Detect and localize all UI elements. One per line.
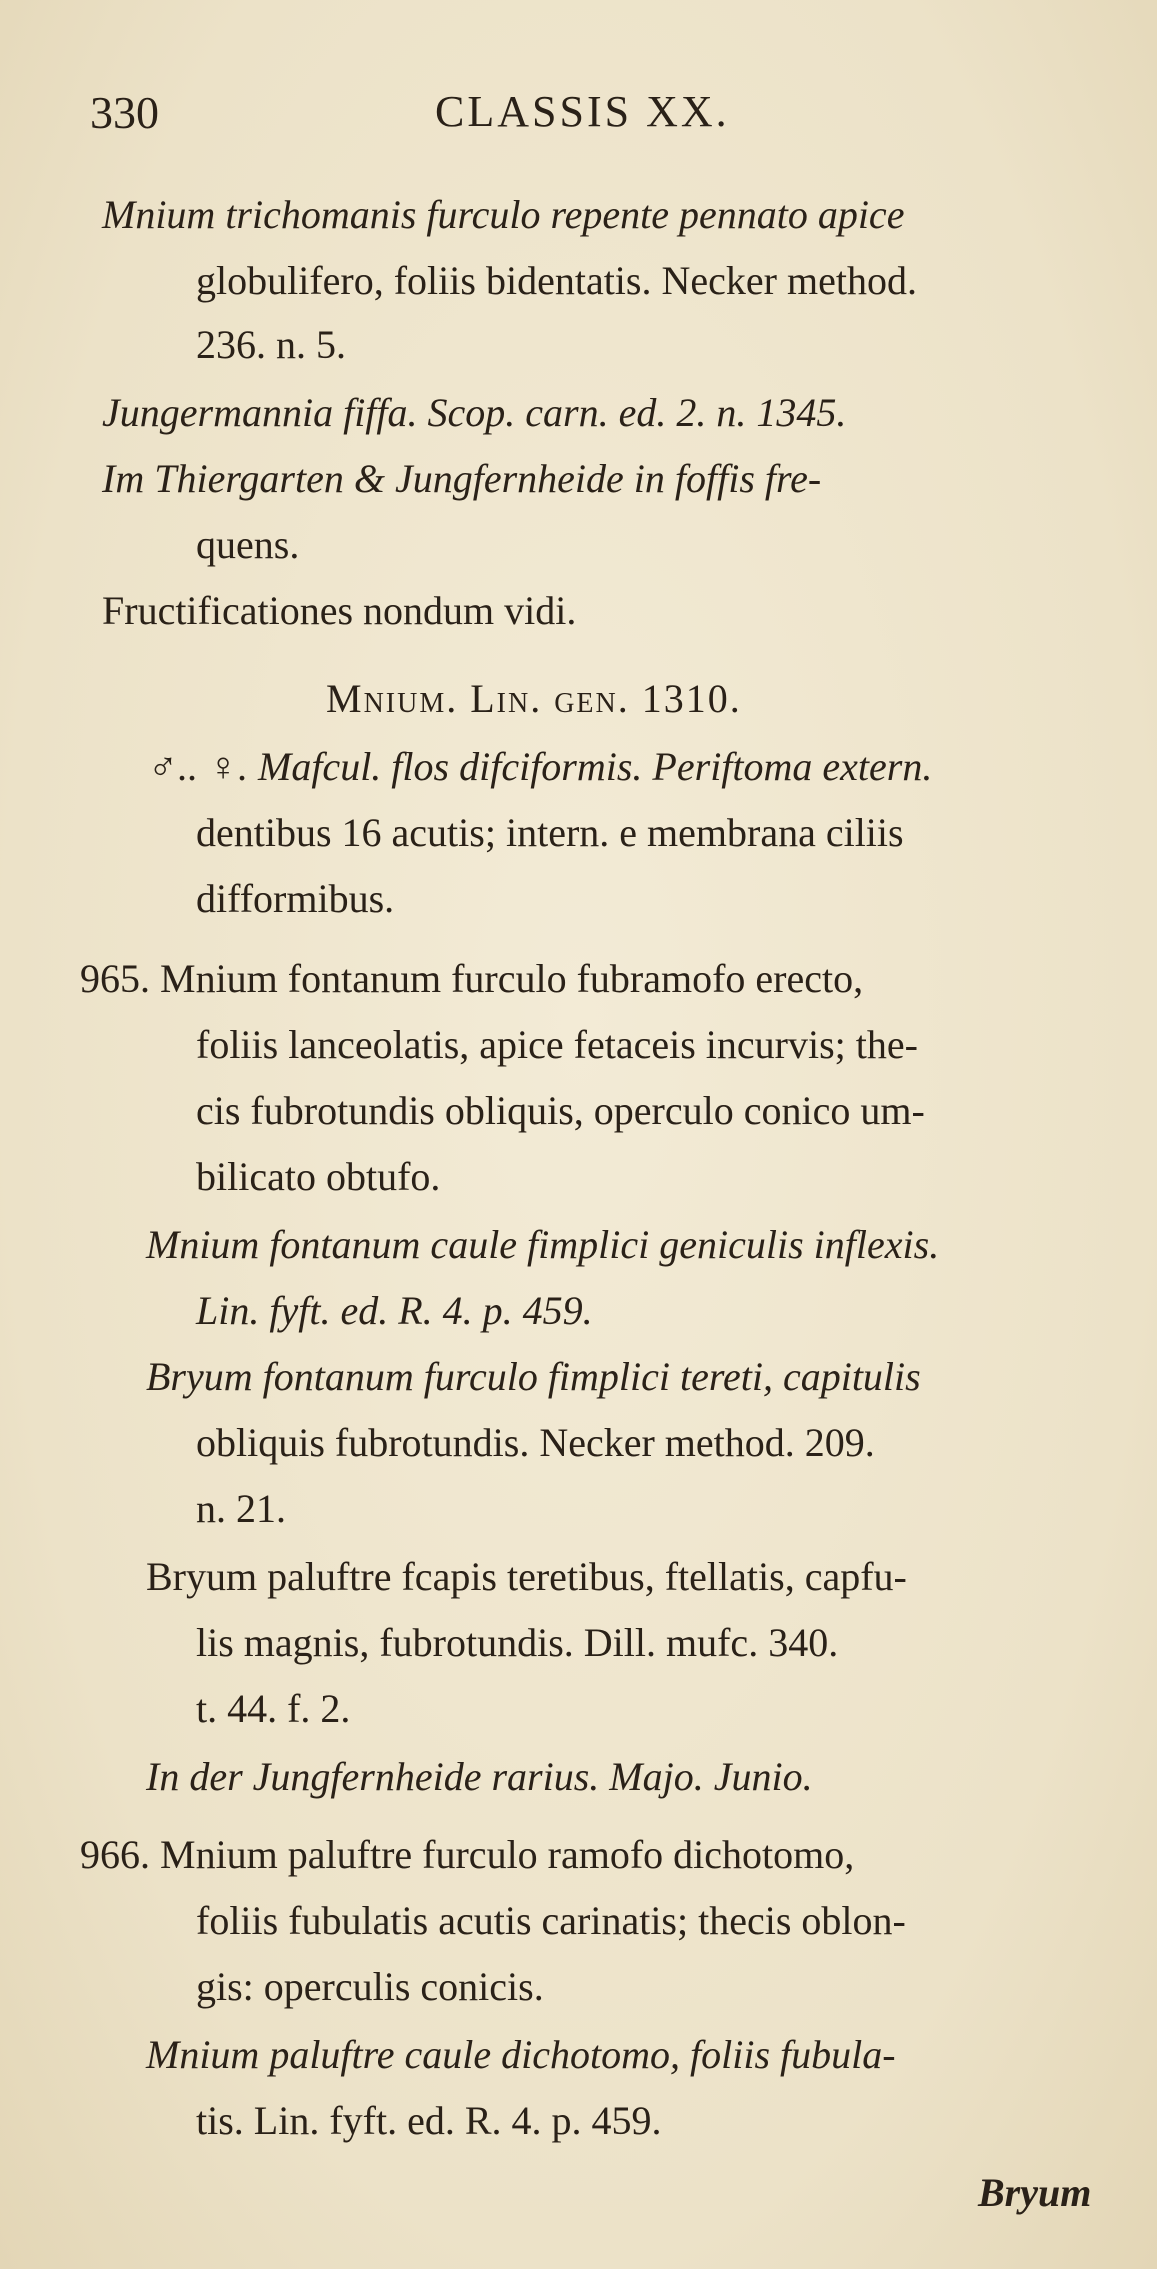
- text-line: In der Jungfernheide rarius. Majo. Junio.: [146, 1754, 813, 1799]
- page-header: [90, 86, 1090, 146]
- text-line: bilicato obtufo.: [196, 1154, 441, 1199]
- text-line: 236. n. 5.: [196, 322, 346, 367]
- text-line: Jungermannia fiffa. Scop. carn. ed. 2. n. 1345.: [102, 390, 847, 435]
- text-line: Lin. fyft. ed. R. 4. p. 459.: [196, 1288, 593, 1333]
- genus-heading: Mnium. Lin. gen. 1310.: [326, 676, 742, 721]
- text-line: globulifero, foliis bidentatis. Necker method.: [196, 258, 917, 303]
- text-line: Mnium trichomanis furculo repente pennato apice: [102, 192, 905, 237]
- text-line: t. 44. f. 2.: [196, 1686, 351, 1731]
- text-line: foliis fubulatis acutis carinatis; thecis oblon-: [196, 1898, 906, 1943]
- text-line: Bryum fontanum furculo fimplici tereti, capitulis: [146, 1354, 921, 1399]
- text-line: quens.: [196, 522, 300, 567]
- species-entry-965: 965. Mnium fontanum furculo fubramofo erecto,: [80, 956, 864, 1001]
- species-entry-966: 966. Mnium paluftre furculo ramofo dichotomo,: [80, 1832, 855, 1877]
- text-line: Mnium paluftre caule dichotomo, foliis fubula-: [146, 2032, 896, 2077]
- text-line: lis magnis, fubrotundis. Dill. mufc. 340.: [196, 1620, 839, 1665]
- text-line: foliis lanceolatis, apice fetaceis incurvis; the-: [196, 1022, 918, 1067]
- running-title: CLASSIS XX.: [435, 87, 730, 136]
- text-line: Fructificationes nondum vidi.: [102, 588, 577, 633]
- page-number: 330: [90, 87, 159, 138]
- text-line: tis. Lin. fyft. ed. R. 4. p. 459.: [196, 2098, 662, 2143]
- catchword: Bryum: [978, 2170, 1092, 2215]
- text-line: cis fubrotundis obliquis, operculo conico um-: [196, 1088, 925, 1133]
- text-line: Bryum paluftre fcapis teretibus, ftellatis, capfu-: [146, 1554, 907, 1599]
- text-line: Mnium fontanum caule fimplici geniculis inflexis.: [146, 1222, 940, 1267]
- text-line: ♂.. ♀. Mafcul. flos difciformis. Periftoma extern.: [148, 744, 933, 789]
- text-line: dentibus 16 acutis; intern. e membrana ciliis: [196, 810, 904, 855]
- text-line: gis: operculis conicis.: [196, 1964, 544, 2009]
- text-line: obliquis fubrotundis. Necker method. 209.: [196, 1420, 875, 1465]
- text-line: difformibus.: [196, 876, 395, 921]
- text-line: n. 21.: [196, 1486, 286, 1531]
- text-line: Im Thiergarten & Jungfernheide in foffis fre-: [102, 456, 822, 501]
